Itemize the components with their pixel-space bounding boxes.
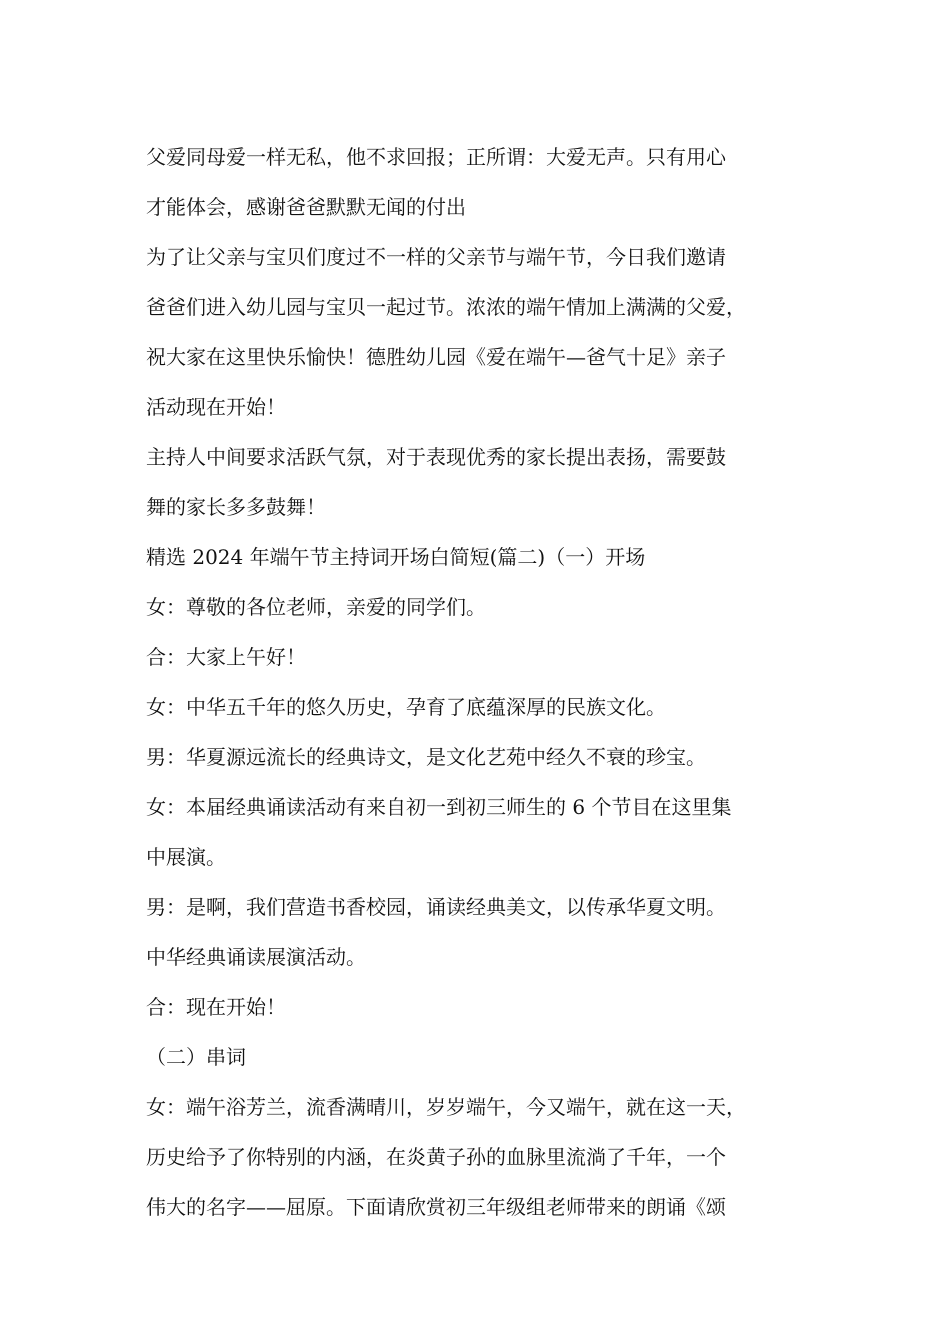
text-line: 活动现在开始！ bbox=[146, 395, 286, 419]
text-line: 男：是啊，我们营造书香校园，诵读经典美文，以传承华夏文明。 bbox=[146, 895, 726, 919]
text-line: 祝大家在这里快乐愉快！德胜幼儿园《爱在端午—爸气十足》亲子 bbox=[146, 345, 726, 369]
document-body bbox=[146, 132, 836, 1232]
text-line: 才能体会，感谢爸爸默默无闻的付出 bbox=[146, 195, 466, 219]
text-line: 女：尊敬的各位老师，亲爱的同学们。 bbox=[146, 595, 486, 619]
text-line: 舞的家长多多鼓舞！ bbox=[146, 495, 326, 519]
text-line: 合：现在开始！ bbox=[146, 995, 286, 1019]
text-line: 男：华夏源远流长的经典诗文，是文化艺苑中经久不衰的珍宝。 bbox=[146, 745, 706, 769]
text-line: 女：中华五千年的悠久历史，孕育了底蕴深厚的民族文化。 bbox=[146, 695, 666, 719]
text-line: 女：端午浴芳兰，流香满晴川，岁岁端午，今又端午，就在这一天， bbox=[146, 1095, 746, 1119]
text-line: 历史给予了你特别的内涵，在炎黄子孙的血脉里流淌了千年，一个 bbox=[146, 1145, 726, 1169]
text-line: 女：本届经典诵读活动有来自初一到初三师生的 6 个节目在这里集 bbox=[146, 795, 732, 819]
text-line: 中华经典诵读展演活动。 bbox=[146, 945, 366, 969]
section-heading: 精选 2024 年端午节主持词开场白简短(篇二)（一）开场 bbox=[146, 545, 646, 569]
text-line: 中展演。 bbox=[146, 845, 226, 869]
text-line: 父爱同母爱一样无私，他不求回报；正所谓：大爱无声。只有用心 bbox=[146, 145, 726, 169]
text-line: 爸爸们进入幼儿园与宝贝一起过节。浓浓的端午情加上满满的父爱， bbox=[146, 295, 746, 319]
text-line: 主持人中间要求活跃气氛，对于表现优秀的家长提出表扬，需要鼓 bbox=[146, 445, 726, 469]
text-line: 伟大的名字——屈原。下面请欣赏初三年级组老师带来的朗诵《颂 bbox=[146, 1195, 726, 1219]
section-heading: （二）串词 bbox=[146, 1045, 246, 1069]
text-line: 为了让父亲与宝贝们度过不一样的父亲节与端午节，今日我们邀请 bbox=[146, 245, 726, 269]
text-line: 合：大家上午好！ bbox=[146, 645, 306, 669]
